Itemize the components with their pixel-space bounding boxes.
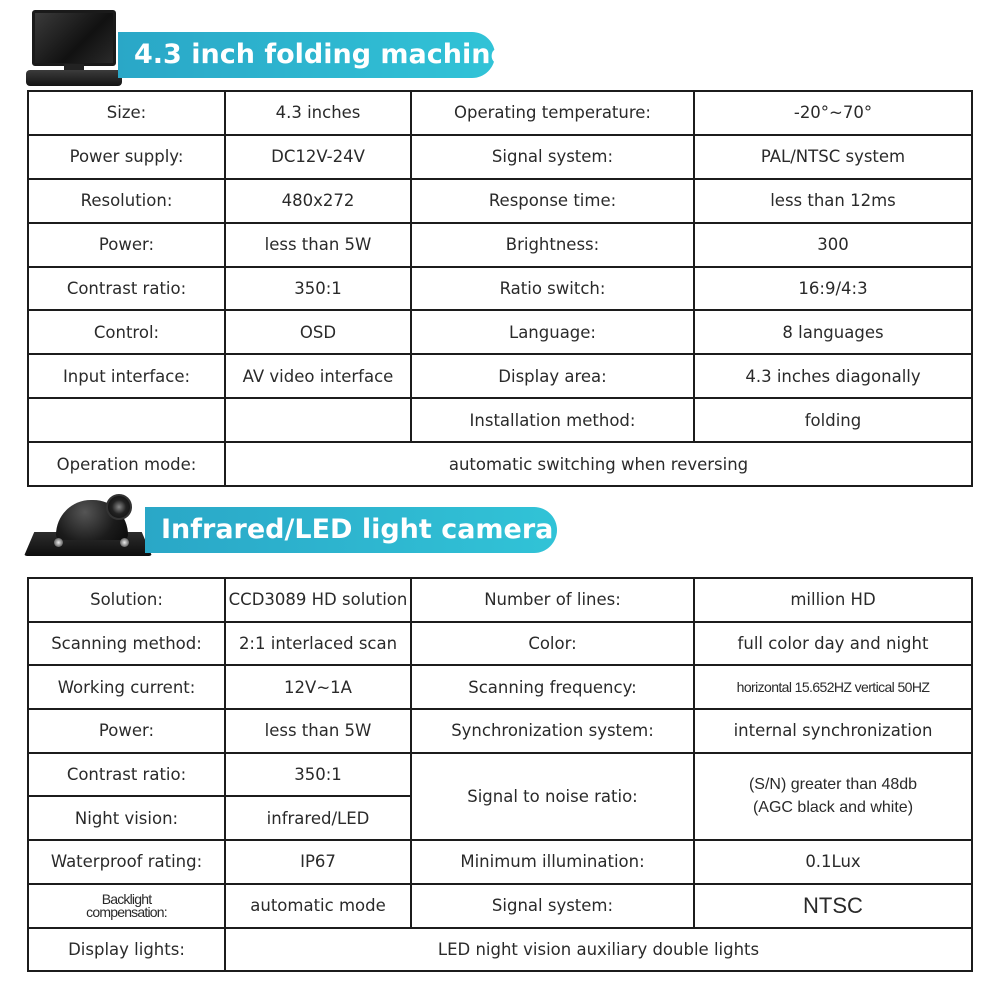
spec-label: Operating temperature: [411, 91, 694, 135]
spec-label: Display lights: [28, 928, 225, 972]
spec-value: 2:1 interlaced scan [225, 622, 411, 666]
spec-value: DC12V-24V [225, 135, 411, 179]
spec-label: Power: [28, 709, 225, 753]
backlight-label-line1: Backlight [101, 890, 152, 907]
spec-value: internal synchronization [694, 709, 972, 753]
camera-led [120, 538, 129, 547]
spec-label: Color: [411, 622, 694, 666]
spec-label: Resolution: [28, 179, 225, 223]
spec-label: Signal system: [411, 884, 694, 928]
monitor-spec-table [27, 90, 973, 487]
spec-value: PAL/NTSC system [694, 135, 972, 179]
table-row [28, 753, 972, 797]
camera-spec-table [27, 577, 973, 972]
table-row [28, 179, 972, 223]
spec-value: 4.3 inches diagonally [694, 354, 972, 398]
spec-label [28, 884, 225, 928]
table-row [28, 442, 972, 486]
spec-value: million HD [694, 578, 972, 622]
spec-value: 350:1 [225, 753, 411, 797]
spec-value: 0.1Lux [694, 840, 972, 884]
table-row [28, 622, 972, 666]
spec-label: Waterproof rating: [28, 840, 225, 884]
table-row [28, 91, 972, 135]
monitor-base [26, 70, 122, 86]
spec-value: IP67 [225, 840, 411, 884]
backlight-label-line2: compensation: [86, 903, 167, 920]
table-row [28, 709, 972, 753]
spec-label: Installation method: [411, 398, 694, 442]
spec-value: OSD [225, 310, 411, 354]
spec-label: Signal to noise ratio: [411, 753, 694, 840]
spec-value: AV video interface [225, 354, 411, 398]
spec-label: Solution: [28, 578, 225, 622]
table-row [28, 267, 972, 311]
spec-label: Control: [28, 310, 225, 354]
monitor-image [26, 10, 122, 86]
spec-value: NTSC [694, 884, 972, 928]
spec-value: LED night vision auxiliary double lights [225, 928, 972, 972]
sn-value-line1: (S/N) greater than 48db [748, 776, 918, 794]
spec-label: Display area: [411, 354, 694, 398]
spec-value: CCD3089 HD solution [225, 578, 411, 622]
spec-value: 480x272 [225, 179, 411, 223]
spec-label: Contrast ratio: [28, 753, 225, 797]
spec-value: 8 languages [694, 310, 972, 354]
spec-value: less than 5W [225, 223, 411, 267]
table-row [28, 840, 972, 884]
spec-label: Working current: [28, 665, 225, 709]
table-row [28, 884, 972, 928]
spec-label: Size: [28, 91, 225, 135]
table-row [28, 665, 972, 709]
spec-label: Signal system: [411, 135, 694, 179]
camera-image [24, 490, 152, 568]
spec-value: 12V~1A [225, 665, 411, 709]
spec-label: Scanning method: [28, 622, 225, 666]
spec-label: Minimum illumination: [411, 840, 694, 884]
spec-value: 16:9/4:3 [694, 267, 972, 311]
spec-label: Power: [28, 223, 225, 267]
table-row [28, 223, 972, 267]
spec-value: full color day and night [694, 622, 972, 666]
spec-value: automatic mode [225, 884, 411, 928]
spec-value: automatic switching when reversing [225, 442, 972, 486]
spec-value: 4.3 inches [225, 91, 411, 135]
spec-value: folding [694, 398, 972, 442]
table-row [28, 398, 972, 442]
sn-value-line2: (AGC black and white) [752, 799, 914, 817]
spec-label: Night vision: [28, 796, 225, 840]
monitor-screen [32, 10, 116, 66]
spec-label: Contrast ratio: [28, 267, 225, 311]
table-row [28, 578, 972, 622]
spec-value: 300 [694, 223, 972, 267]
spec-label: Ratio switch: [411, 267, 694, 311]
spec-value: infrared/LED [225, 796, 411, 840]
camera-led [54, 538, 63, 547]
spec-value: -20°~70° [694, 91, 972, 135]
spec-value: less than 12ms [694, 179, 972, 223]
spec-value: 350:1 [225, 267, 411, 311]
spec-label: Language: [411, 310, 694, 354]
spec-label: Input interface: [28, 354, 225, 398]
section-title-monitor: 4.3 inch folding machine [118, 32, 495, 78]
spec-label: Operation mode: [28, 442, 225, 486]
spec-label: Synchronization system: [411, 709, 694, 753]
table-row [28, 354, 972, 398]
section-title-camera: Infrared/LED light camera [145, 507, 557, 553]
table-row [28, 310, 972, 354]
spec-label: Scanning frequency: [411, 665, 694, 709]
spec-label: Number of lines: [411, 578, 694, 622]
spec-label: Brightness: [411, 223, 694, 267]
spec-value: less than 5W [225, 709, 411, 753]
spec-value [694, 753, 972, 840]
table-row [28, 928, 972, 972]
spec-label-empty [28, 398, 225, 442]
spec-label: Response time: [411, 179, 694, 223]
camera-lens [106, 494, 132, 520]
spec-value: horizontal 15.652HZ vertical 50HZ [694, 665, 972, 709]
spec-value-empty [225, 398, 411, 442]
spec-label: Power supply: [28, 135, 225, 179]
table-row [28, 135, 972, 179]
